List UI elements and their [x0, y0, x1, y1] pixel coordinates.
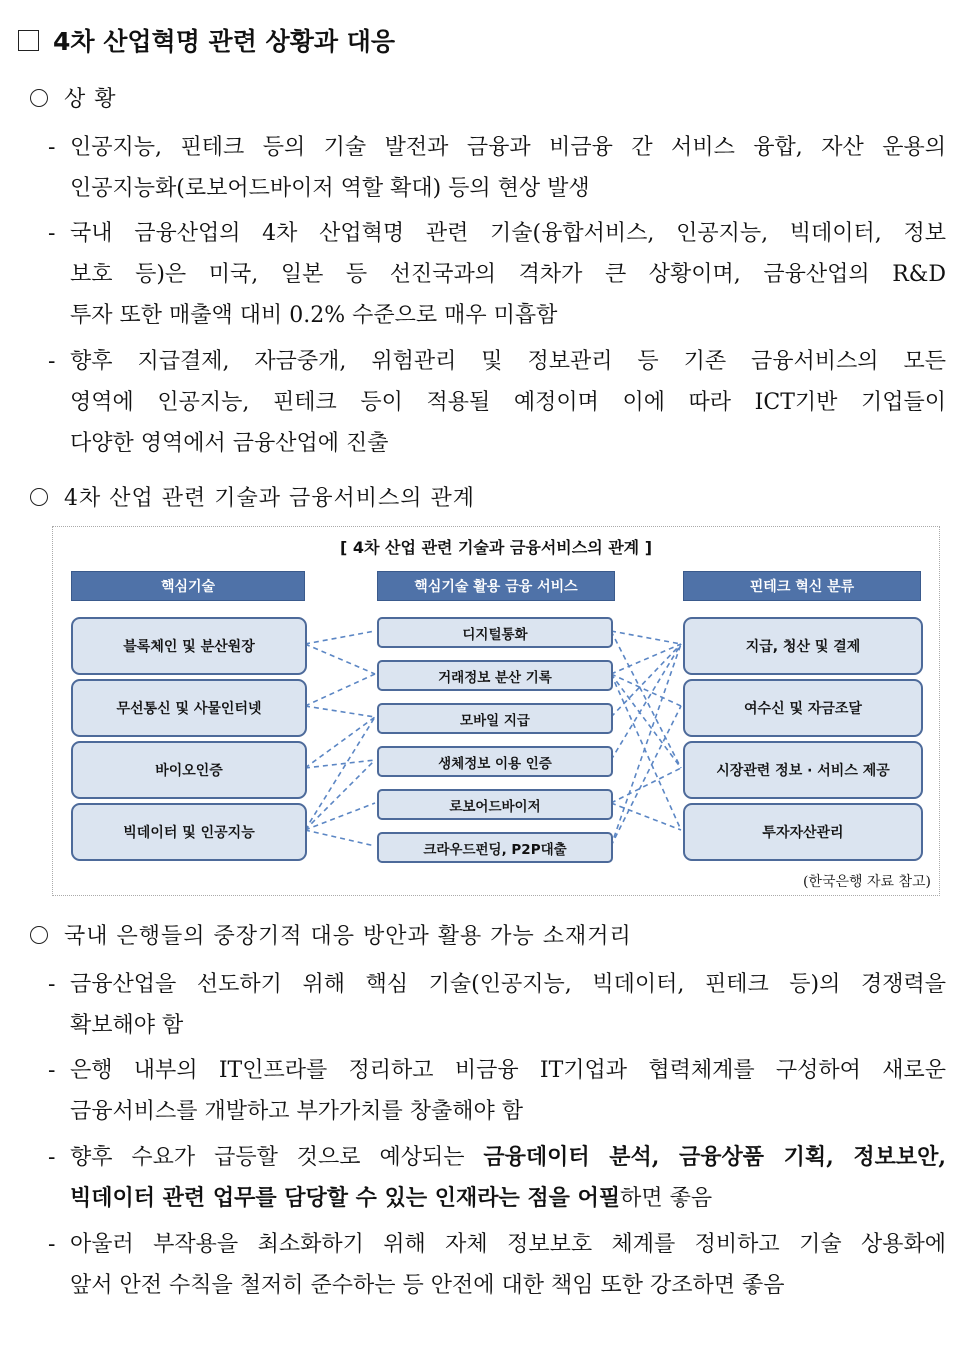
header-fintech: 핀테크 혁신 분류 — [683, 571, 921, 601]
circle-bullet-icon — [30, 89, 48, 107]
bullet-text-bold: 금융데이터 분석, 금융상품 기획, 정보보안, — [483, 1144, 946, 1170]
header-services: 핵심기술 활용 금융 서비스 — [377, 571, 615, 601]
bullet-item — [48, 127, 946, 209]
checkbox-square-icon — [18, 30, 39, 51]
connector-line — [305, 717, 375, 768]
bullet-item — [48, 964, 946, 1046]
bullet-text: 인공지능화(로보어드바이저 역할 확대) 등의 현상 발생 — [70, 176, 590, 201]
connector-line — [305, 803, 375, 830]
fintech-box: 지급, 청산 및 결제 — [683, 617, 923, 675]
connector-line — [611, 706, 681, 846]
connector-line — [611, 674, 681, 768]
subsection-relation — [30, 481, 475, 512]
dash-bullet: - — [48, 1145, 56, 1170]
bullet-text: 다양한 영역에서 금융산업에 진출 — [70, 431, 389, 456]
service-box: 모바일 지급 — [377, 703, 613, 734]
bullet-text: 금융서비스를 개발하고 부가가치를 창출해야 함 — [70, 1099, 524, 1124]
connector-line — [611, 644, 681, 717]
bullet-text: 투자 또한 매출액 대비 0.2% 수준으로 매우 미흡함 — [70, 303, 558, 328]
bullet-text: 향후 수요가 급등할 것으로 예상되는 — [70, 1145, 484, 1170]
bullet-text: 영역에 인공지능, 핀테크 등이 적용될 예정이며 이에 따라 ICT기반 기업들이 — [70, 390, 946, 415]
circle-bullet-icon — [30, 488, 48, 506]
service-box: 거래정보 분산 기록 — [377, 660, 613, 691]
section-title — [18, 22, 395, 58]
connector-line — [611, 768, 681, 803]
connector-line — [305, 674, 375, 706]
connector-line — [305, 706, 375, 717]
bullet-item — [48, 1137, 946, 1219]
fintech-box: 시장관련 정보 · 서비스 제공 — [683, 741, 923, 799]
connector-line — [305, 644, 375, 674]
bullet-text: 은행 내부의 IT인프라를 정리하고 비금융 IT기업과 협력체계를 구성하여 새로운 — [70, 1058, 946, 1083]
connector-line — [611, 674, 681, 706]
subsection-label: 상 황 — [64, 87, 117, 112]
fintech-box: 투자자산관리 — [683, 803, 923, 861]
section-title-text: 4차 산업혁명 관련 상황과 대응 — [53, 27, 396, 56]
bullet-item — [48, 341, 946, 464]
dash-bullet: - — [48, 1058, 56, 1083]
dash-bullet: - — [48, 1232, 56, 1257]
connector-line — [305, 760, 375, 830]
bullet-text: 아울러 부작용을 최소화하기 위해 자체 정보보호 체계를 정비하고 기술 상용화에 — [70, 1232, 946, 1257]
bullet-text: 확보해야 함 — [70, 1013, 184, 1038]
subsection-label: 국내 은행들의 중장기적 대응 방안과 활용 가능 소재거리 — [64, 924, 632, 949]
bullet-text: 인공지능, 핀테크 등의 기술 발전과 금융과 비금융 간 서비스 융합, 자산 운용의 — [70, 135, 946, 160]
bullet-item — [48, 1224, 946, 1306]
bullet-text-bold: 빅데이터 관련 업무를 담당할 수 있는 인재라는 점을 어필 — [70, 1185, 621, 1211]
dash-bullet: - — [48, 349, 56, 374]
source-note: (한국은행 자료 참고) — [802, 874, 931, 890]
service-box: 생체정보 이용 인증 — [377, 746, 613, 777]
subsection-strategy — [30, 919, 632, 950]
header-core-tech: 핵심기술 — [71, 571, 305, 601]
service-box: 로보어드바이저 — [377, 789, 613, 820]
bullet-text: 앞서 안전 수칙을 철저히 준수하는 등 안전에 대한 책임 또한 강조하면 좋음 — [70, 1273, 785, 1298]
bullet-item — [48, 1050, 946, 1132]
dash-bullet: - — [48, 972, 56, 997]
connector-line — [305, 830, 375, 846]
fintech-box: 여수신 및 자금조달 — [683, 679, 923, 737]
bullet-text: 향후 지급결제, 자금중개, 위험관리 및 정보관리 등 기존 금융서비스의 모든 — [70, 349, 946, 374]
circle-bullet-icon — [30, 926, 48, 944]
bullet-text: 금융산업을 선도하기 위해 핵심 기술(인공지능, 빅데이터, 핀테크 등)의 경쟁력을 — [70, 972, 946, 997]
service-box: 디지털통화 — [377, 617, 613, 648]
connector-line — [611, 631, 681, 644]
bullet-item — [48, 213, 946, 336]
subsection-label: 4차 산업 관련 기술과 금융서비스의 관계 — [64, 486, 475, 511]
core-box: 빅데이터 및 인공지능 — [71, 803, 307, 861]
connector-line — [305, 717, 375, 830]
connector-line — [611, 631, 681, 768]
service-box: 크라우드펀딩, P2P대출 — [377, 832, 613, 863]
core-box: 바이오인증 — [71, 741, 307, 799]
tech-finance-diagram — [52, 526, 940, 896]
connector-line — [305, 631, 375, 644]
bullet-text: 하면 좋음 — [620, 1186, 713, 1211]
core-box: 블록체인 및 분산원장 — [71, 617, 307, 675]
dash-bullet: - — [48, 221, 56, 246]
connector-line — [611, 644, 681, 674]
subsection-situation — [30, 82, 117, 113]
diagram-title: [ 4차 산업 관련 기술과 금융서비스의 관계 ] — [339, 538, 653, 557]
core-box: 무선통신 및 사물인터넷 — [71, 679, 307, 737]
bullet-text: 국내 금융산업의 4차 산업혁명 관련 기술(융합서비스, 인공지능, 빅데이터, 정보 — [70, 221, 946, 246]
dash-bullet: - — [48, 135, 56, 160]
bullet-text: 보호 등)은 미국, 일본 등 선진국과의 격차가 큰 상황이며, 금융산업의 R&D — [70, 262, 946, 287]
